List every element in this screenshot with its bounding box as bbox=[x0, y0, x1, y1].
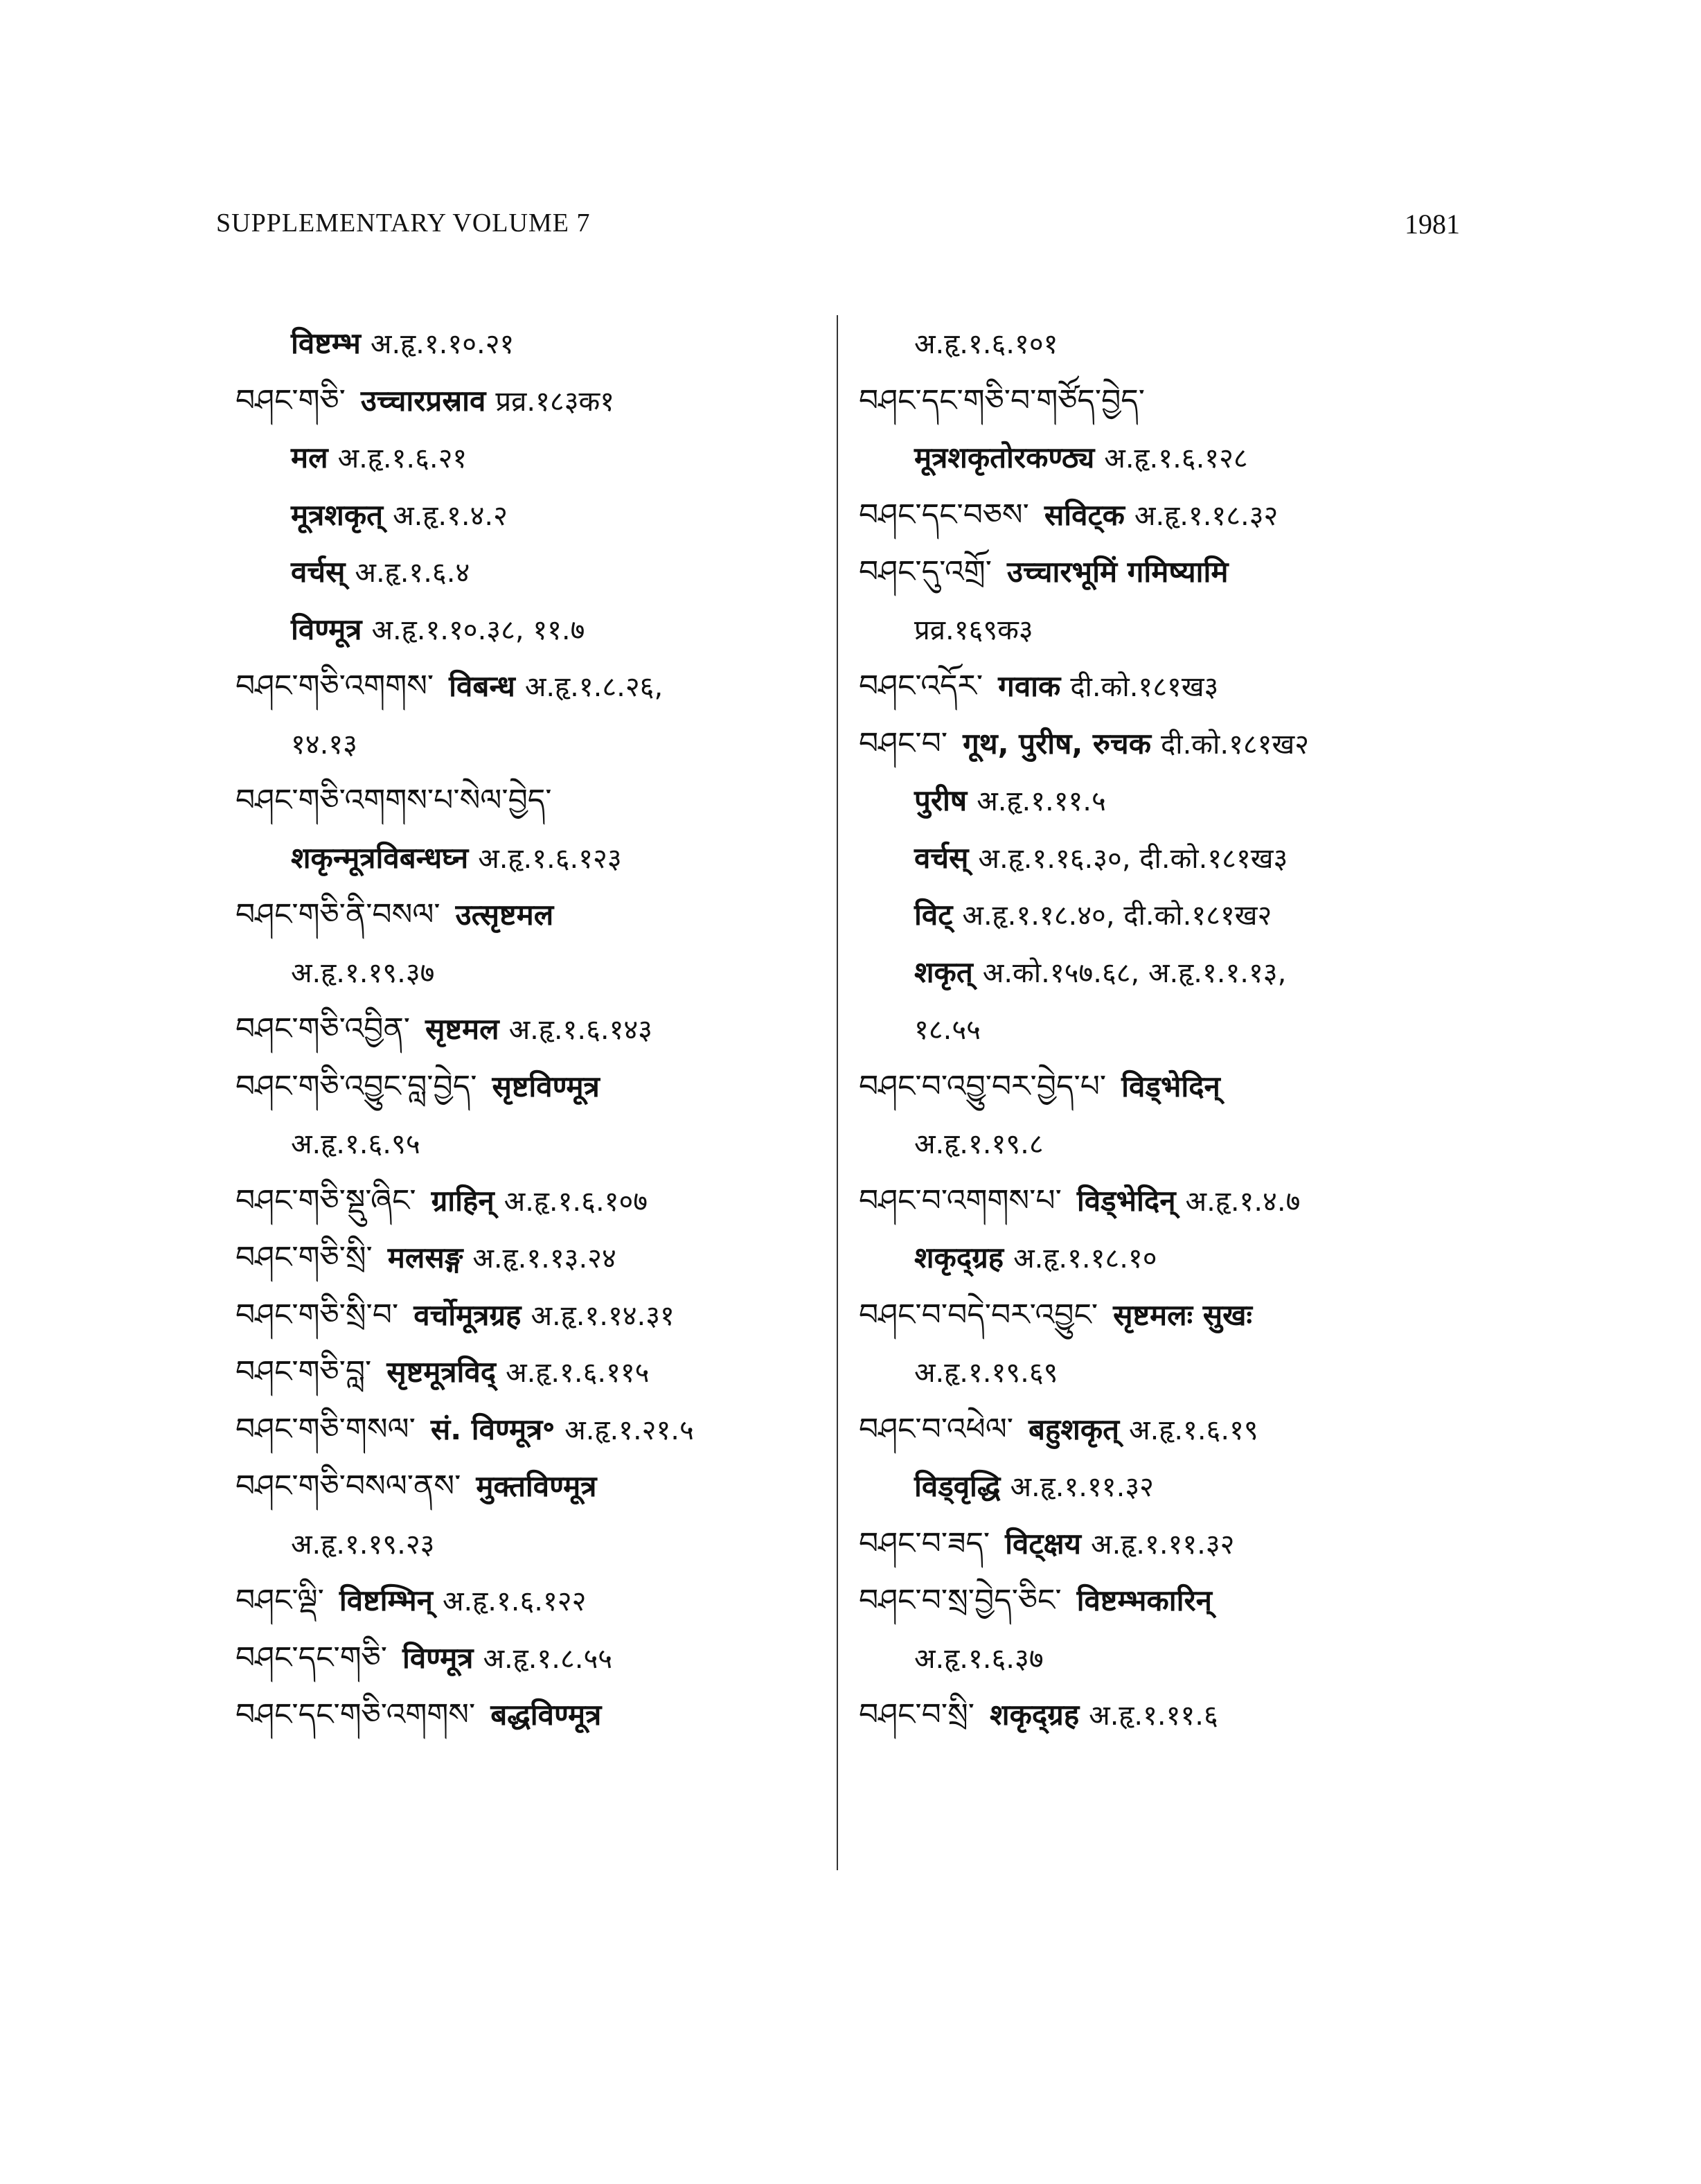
sanskrit-equivalent: विष्टम्भ bbox=[291, 326, 361, 360]
sanskrit-equivalent: शकृत् bbox=[914, 955, 973, 989]
tibetan-headword: བཤང་གཅི་འབྱིན་ bbox=[235, 1011, 411, 1047]
tibetan-headword: བཤང་བ་འབྱུ་བར་བྱེད་པ་ bbox=[859, 1068, 1107, 1104]
dictionary-entry-line bbox=[859, 315, 1468, 373]
source-reference: अ.हृ.१.११.६ bbox=[1089, 1700, 1218, 1732]
source-reference: अ.हृ.१.१९.३७ bbox=[291, 957, 435, 989]
source-reference: अ.हृ.१.६.१०७ bbox=[504, 1185, 648, 1218]
source-reference: अ.हृ.१.६.२१ bbox=[337, 443, 467, 474]
dictionary-entry-line bbox=[235, 1458, 838, 1516]
dictionary-entry-line bbox=[235, 658, 838, 716]
source-reference: अ.हृ.१.६.९५ bbox=[291, 1128, 420, 1160]
dictionary-entry-line bbox=[235, 830, 838, 887]
dictionary-entry-line bbox=[859, 658, 1468, 716]
sanskrit-equivalent: विष्टम्भकारिन् bbox=[1076, 1583, 1212, 1617]
sanskrit-equivalent: सं. विण्मूत्र॰ bbox=[430, 1412, 555, 1446]
sanskrit-equivalent: विड्भेदिन् bbox=[1076, 1183, 1176, 1218]
dictionary-entry-line bbox=[235, 772, 838, 830]
source-reference: अ.को.१५७.६८, अ.हृ.१.१.१३, bbox=[982, 957, 1287, 989]
tibetan-headword: བཤང་དང་གཅི་བ་གཙོད་བྱེད་ bbox=[859, 382, 1145, 418]
dictionary-entry-line bbox=[859, 544, 1468, 601]
dictionary-entry-line bbox=[859, 1630, 1468, 1687]
sanskrit-equivalent: मूत्रशकृतोरकण्ठ्य bbox=[914, 441, 1095, 474]
dictionary-entry-line bbox=[859, 1458, 1468, 1516]
sanskrit-equivalent: उच्चारभूमिं गमिष्यामि bbox=[1006, 555, 1229, 589]
dictionary-entry-line bbox=[235, 887, 838, 944]
dictionary-entry-line bbox=[235, 544, 838, 601]
sanskrit-equivalent: सृष्टमूत्रविद् bbox=[386, 1355, 497, 1389]
sanskrit-equivalent: मलसङ्ग bbox=[387, 1241, 463, 1275]
left-column bbox=[235, 315, 838, 1744]
dictionary-entry-line bbox=[235, 1401, 838, 1459]
tibetan-headword: བཤང་གཅི་འབྱུང་བླ་བྱེད་ bbox=[235, 1068, 477, 1104]
dictionary-entry-line bbox=[235, 1173, 838, 1230]
dictionary-entry-line bbox=[235, 601, 838, 659]
sanskrit-equivalent: उत्सृष्टमल bbox=[455, 898, 554, 932]
tibetan-headword: བཤང་བ་སྲ་བྱེད་ཅིང་ bbox=[859, 1583, 1062, 1618]
source-reference: १८.५५ bbox=[914, 1014, 981, 1046]
sanskrit-equivalent: विट्क्षय bbox=[1005, 1526, 1082, 1561]
dictionary-entry-line bbox=[859, 772, 1468, 830]
dictionary-entry-line bbox=[859, 429, 1468, 487]
sanskrit-equivalent: विष्टम्भिन् bbox=[339, 1583, 433, 1617]
sanskrit-equivalent: विड्वृद्धि bbox=[914, 1469, 1001, 1503]
tibetan-headword: བཤང་གཅི་སྲི་ bbox=[235, 1240, 373, 1275]
source-reference: अ.हृ.१.६.१२८ bbox=[1104, 443, 1248, 474]
tibetan-headword: བཤང་དང་བཅས་ bbox=[859, 497, 1029, 533]
source-reference: अ.हृ.१.१०.३८, ११.७ bbox=[371, 614, 585, 646]
dictionary-entry-line bbox=[859, 1687, 1468, 1744]
dictionary-entry-line bbox=[235, 429, 838, 487]
source-reference: अ.हृ.१.६.१९ bbox=[1129, 1414, 1258, 1446]
tibetan-headword: བཤང་བ་འགགས་པ་ bbox=[859, 1182, 1062, 1218]
sanskrit-equivalent: शकृद्ग्रह bbox=[990, 1698, 1080, 1732]
dictionary-entry-line bbox=[235, 1344, 838, 1401]
tibetan-headword: བཤང་ལྡི་ bbox=[235, 1583, 324, 1618]
sanskrit-equivalent: गवाक bbox=[998, 669, 1061, 703]
sanskrit-equivalent: बद्धविण्मूत्र bbox=[490, 1698, 602, 1732]
source-reference: अ.हृ.१.६.१४३ bbox=[508, 1014, 652, 1046]
tibetan-headword: བཤང་དང་གཅི་འགགས་ bbox=[235, 1697, 476, 1732]
sanskrit-equivalent: विबन्ध bbox=[449, 669, 515, 703]
source-reference: अ.हृ.१.११.३२ bbox=[1010, 1471, 1154, 1503]
dictionary-entry-line bbox=[859, 1229, 1468, 1287]
dictionary-entry-line bbox=[859, 487, 1468, 544]
source-reference: अ.हृ.१.१०.२१ bbox=[370, 328, 515, 360]
source-reference: अ.हृ.१.६.११५ bbox=[506, 1357, 650, 1389]
source-reference: अ.हृ.१.१८.४०, दी.को.१८१ख२ bbox=[962, 900, 1272, 932]
dictionary-entry-line bbox=[235, 944, 838, 1002]
dictionary-entry-line bbox=[235, 1687, 838, 1744]
page-number: 1981 bbox=[1405, 208, 1460, 240]
source-reference: अ.हृ.१.१४.३१ bbox=[531, 1299, 675, 1332]
sanskrit-equivalent: ग्राहिन् bbox=[431, 1183, 495, 1218]
dictionary-entry-line bbox=[859, 1173, 1468, 1230]
dictionary-entry-line bbox=[859, 716, 1468, 773]
sanskrit-equivalent: विण्मूत्र bbox=[402, 1640, 474, 1675]
source-reference: अ.हृ.१.६.४ bbox=[355, 557, 470, 589]
tibetan-headword: བཤང་གཅི་ bbox=[235, 382, 346, 418]
tibetan-headword: བཤང་གཅི་འགགས་པ་སེལ་བྱེད་ bbox=[235, 783, 552, 818]
dictionary-entry-line bbox=[235, 1115, 838, 1173]
dictionary-entry-line bbox=[859, 601, 1468, 659]
tibetan-headword: བཤང་གཅི་སྲི་བ་ bbox=[235, 1297, 399, 1333]
source-reference: अ.हृ.१.१६.३०, दी.को.१८१ख३ bbox=[978, 842, 1288, 875]
dictionary-entry-line bbox=[235, 716, 838, 773]
tibetan-headword: བཤང་བ་ bbox=[859, 725, 948, 761]
tibetan-headword: བཤང་གཅི་བསལ་ནས་ bbox=[235, 1468, 461, 1504]
running-head: SUPPLEMENTARY VOLUME 7 bbox=[216, 208, 591, 238]
sanskrit-equivalent: सृष्टमल bbox=[425, 1012, 499, 1046]
sanskrit-equivalent: पुरीष bbox=[914, 783, 968, 817]
dictionary-entry-line bbox=[235, 1572, 838, 1630]
sanskrit-equivalent: बहुशकृत् bbox=[1028, 1412, 1120, 1446]
dictionary-entry-line bbox=[859, 1401, 1468, 1459]
source-reference: १४.१३ bbox=[291, 728, 357, 761]
sanskrit-equivalent: सृष्टमलः सुखः bbox=[1113, 1297, 1252, 1332]
tibetan-headword: བཤང་གཅི་འགགས་ bbox=[235, 668, 434, 704]
dictionary-entry-line bbox=[859, 1344, 1468, 1401]
sanskrit-equivalent: शकृन्मूत्रविबन्धघ्न bbox=[291, 840, 469, 875]
dictionary-entry-line bbox=[235, 1229, 838, 1287]
source-reference: अ.हृ.१.६.३७ bbox=[914, 1642, 1044, 1675]
sanskrit-equivalent: उच्चारप्रस्राव bbox=[360, 383, 486, 418]
dictionary-entry-line bbox=[859, 1058, 1468, 1116]
source-reference: अ.हृ.१.१८.१० bbox=[1013, 1243, 1157, 1275]
sanskrit-equivalent: मूत्रशकृत् bbox=[291, 497, 384, 532]
source-reference: अ.हृ.१.१८.३२ bbox=[1134, 499, 1279, 532]
source-reference: अ.हृ.१.१९.८ bbox=[914, 1128, 1044, 1160]
source-reference: अ.हृ.१.२१.५ bbox=[564, 1414, 694, 1446]
dictionary-entry-line bbox=[859, 1115, 1468, 1173]
sanskrit-equivalent: विड्भेदिन् bbox=[1121, 1069, 1220, 1103]
source-reference: अ.हृ.१.४.२ bbox=[393, 499, 508, 532]
dictionary-entry-line bbox=[235, 1058, 838, 1116]
source-reference: अ.हृ.१.४.७ bbox=[1185, 1185, 1301, 1218]
dictionary-entry-line bbox=[859, 944, 1468, 1002]
source-reference: दी.को.१८१ख२ bbox=[1160, 728, 1309, 761]
source-reference: अ.हृ.१.८.२६, bbox=[524, 671, 664, 703]
source-reference: प्रव्र.१६९क३ bbox=[914, 614, 1033, 646]
source-reference: अ.हृ.१.११.३२ bbox=[1091, 1528, 1235, 1561]
sanskrit-equivalent: मल bbox=[291, 441, 328, 474]
source-reference: अ.हृ.१.१३.२४ bbox=[472, 1243, 616, 1275]
dictionary-entry-line bbox=[859, 1516, 1468, 1573]
tibetan-headword: བཤང་དང་གཅི་ bbox=[235, 1640, 387, 1676]
source-reference: प्रव्र.१८३क१ bbox=[495, 385, 615, 418]
tibetan-headword: བཤང་བ་སྲི་ bbox=[859, 1697, 975, 1732]
tibetan-headword: བཤང་བ་བདེ་བར་འབྱུང་ bbox=[859, 1297, 1098, 1333]
sanskrit-equivalent: वर्चस् bbox=[291, 555, 346, 589]
tibetan-headword: བཤང་གཅི་ནི་བསལ་ bbox=[235, 897, 440, 932]
sanskrit-equivalent: वर्चोमूत्रग्रह bbox=[413, 1297, 522, 1332]
dictionary-entry-line bbox=[235, 373, 838, 430]
right-column bbox=[859, 315, 1468, 1744]
dictionary-entry-line bbox=[859, 887, 1468, 944]
sanskrit-equivalent: सृष्टविण्मूत्र bbox=[492, 1069, 600, 1103]
source-reference: अ.हृ.१.६.१२३ bbox=[478, 842, 622, 875]
dictionary-entry-line bbox=[859, 1572, 1468, 1630]
source-reference: अ.हृ.१.६.१२२ bbox=[442, 1586, 587, 1617]
tibetan-headword: བཤང་གཅི་སྡུ་ཞིང་ bbox=[235, 1182, 416, 1218]
source-reference: अ.हृ.१.८.५५ bbox=[483, 1642, 613, 1675]
dictionary-entry-line bbox=[235, 1516, 838, 1573]
dictionary-entry-line bbox=[235, 1001, 838, 1058]
sanskrit-equivalent: विट् bbox=[914, 898, 953, 932]
sanskrit-equivalent: सविट्क bbox=[1044, 497, 1125, 532]
source-reference: अ.हृ.१.१९.६९ bbox=[914, 1357, 1058, 1389]
source-reference: अ.हृ.१.१९.२३ bbox=[291, 1528, 435, 1561]
tibetan-headword: བཤང་འདོར་ bbox=[859, 668, 983, 704]
sanskrit-equivalent: शकृद्ग्रह bbox=[914, 1241, 1004, 1275]
dictionary-entry-line bbox=[235, 315, 838, 373]
column-divider bbox=[837, 315, 838, 1870]
dictionary-entry-line bbox=[859, 830, 1468, 887]
dictionary-entry-line bbox=[235, 1630, 838, 1687]
dictionary-entry-line bbox=[859, 1287, 1468, 1344]
sanskrit-equivalent: गूथ, पुरीष, रुचक bbox=[963, 726, 1151, 761]
tibetan-headword: བཤང་གཅི་གསལ་ bbox=[235, 1411, 416, 1447]
tibetan-headword: བཤང་གཅི་བླ་ bbox=[235, 1354, 372, 1390]
source-reference: अ.हृ.१.११.५ bbox=[977, 785, 1106, 817]
tibetan-headword: བཤང་བ་ཟད་ bbox=[859, 1525, 990, 1561]
dictionary-entry-line bbox=[859, 373, 1468, 430]
dictionary-entry-line bbox=[235, 1287, 838, 1344]
dictionary-entry-line bbox=[859, 1001, 1468, 1058]
source-reference: अ.हृ.१.६.१०१ bbox=[914, 328, 1058, 360]
sanskrit-equivalent: वर्चस् bbox=[914, 840, 969, 875]
source-reference: दी.को.१८१ख३ bbox=[1070, 671, 1219, 703]
dictionary-entry-line bbox=[235, 487, 838, 544]
tibetan-headword: བཤང་བ་འཕེལ་ bbox=[859, 1411, 1013, 1447]
tibetan-headword: བཤང་དུ་འགྲོ་ bbox=[859, 554, 992, 589]
sanskrit-equivalent: विण्मूत्र bbox=[291, 612, 362, 646]
sanskrit-equivalent: मुक्तविण्मूत्र bbox=[476, 1469, 597, 1503]
page-header bbox=[216, 208, 1460, 249]
